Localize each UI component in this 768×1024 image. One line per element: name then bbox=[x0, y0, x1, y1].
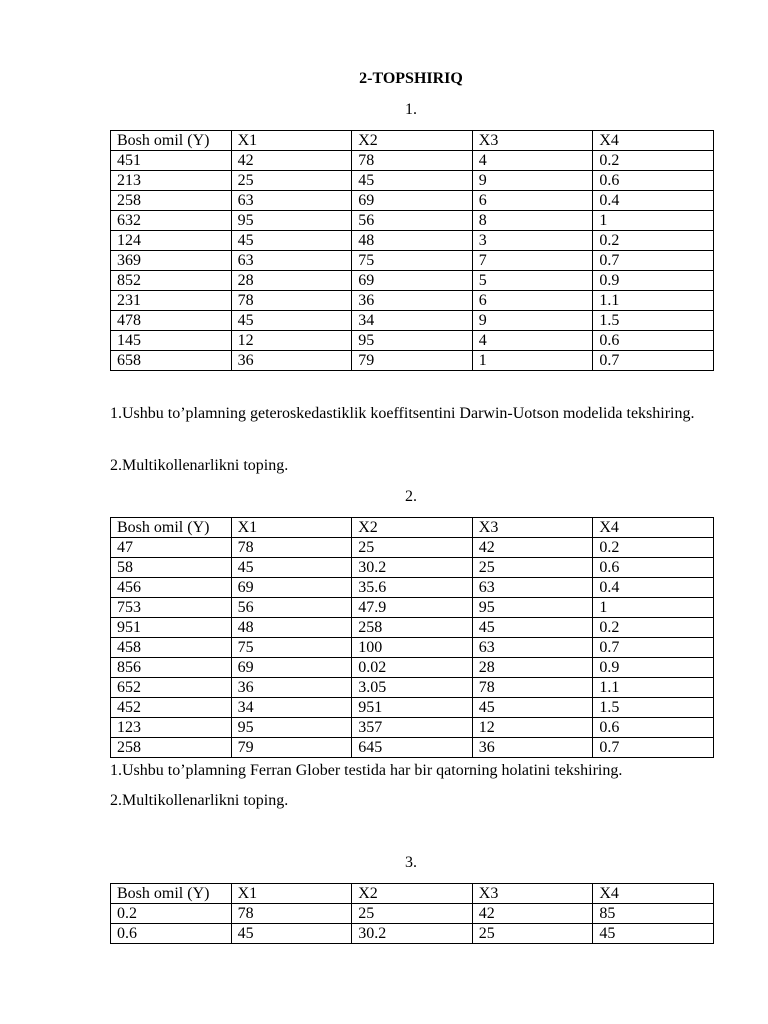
table-cell: 4 bbox=[472, 151, 593, 171]
table-cell: 56 bbox=[231, 598, 352, 618]
column-header: X4 bbox=[593, 884, 714, 904]
table-cell: 369 bbox=[111, 251, 232, 271]
section-number: 1. bbox=[405, 101, 417, 118]
table-cell: 48 bbox=[352, 231, 473, 251]
table-row bbox=[111, 578, 714, 598]
table-cell: 9 bbox=[472, 311, 593, 331]
task-text: 2.Multikollenarlikni toping. bbox=[110, 457, 289, 474]
table-cell: 258 bbox=[352, 618, 473, 638]
task-text: 2.Multikollenarlikni toping. bbox=[110, 792, 289, 809]
table-cell: 34 bbox=[352, 311, 473, 331]
table-cell: 95 bbox=[352, 331, 473, 351]
table-cell: 478 bbox=[111, 311, 232, 331]
table-header-row bbox=[111, 884, 714, 904]
table-cell: 100 bbox=[352, 638, 473, 658]
table-cell: 36 bbox=[231, 678, 352, 698]
table-row bbox=[111, 678, 714, 698]
table-cell: 78 bbox=[231, 904, 352, 924]
table-cell: 0.7 bbox=[593, 251, 714, 271]
table-cell: 45 bbox=[352, 171, 473, 191]
table-cell: 645 bbox=[352, 738, 473, 758]
table-cell: 0.7 bbox=[593, 351, 714, 371]
table-cell: 6 bbox=[472, 291, 593, 311]
column-header: Bosh omil (Y) bbox=[111, 884, 232, 904]
table-cell: 0.4 bbox=[593, 191, 714, 211]
table-row bbox=[111, 658, 714, 678]
task-text: 1.Ushbu to’plamning geteroskedastiklik koeffitsentini Darwin-Uotson modelida tekshiring. bbox=[110, 405, 695, 422]
table-cell: 0.2 bbox=[593, 618, 714, 638]
table-cell: 63 bbox=[231, 251, 352, 271]
table-cell: 1.5 bbox=[593, 311, 714, 331]
table-row bbox=[111, 251, 714, 271]
table-row bbox=[111, 171, 714, 191]
table-cell: 25 bbox=[231, 171, 352, 191]
table-cell: 25 bbox=[352, 538, 473, 558]
table-cell: 856 bbox=[111, 658, 232, 678]
table-cell: 78 bbox=[231, 538, 352, 558]
table-cell: 0.6 bbox=[593, 171, 714, 191]
table-row bbox=[111, 718, 714, 738]
table-cell: 63 bbox=[472, 638, 593, 658]
table-row bbox=[111, 291, 714, 311]
table-row bbox=[111, 738, 714, 758]
table-cell: 452 bbox=[111, 698, 232, 718]
table-cell: 0.2 bbox=[593, 538, 714, 558]
table-cell: 95 bbox=[231, 718, 352, 738]
table-row bbox=[111, 698, 714, 718]
table-cell: 1 bbox=[472, 351, 593, 371]
table-cell: 30.2 bbox=[352, 924, 473, 944]
table-cell: 95 bbox=[231, 211, 352, 231]
table-cell: 42 bbox=[472, 904, 593, 924]
table-cell: 632 bbox=[111, 211, 232, 231]
table-cell: 63 bbox=[472, 578, 593, 598]
table-cell: 12 bbox=[231, 331, 352, 351]
table-cell: 12 bbox=[472, 718, 593, 738]
table-row bbox=[111, 311, 714, 331]
table-cell: 0.9 bbox=[593, 658, 714, 678]
table-cell: 4 bbox=[472, 331, 593, 351]
table-cell: 69 bbox=[352, 191, 473, 211]
table-cell: 1 bbox=[593, 211, 714, 231]
column-header: X4 bbox=[593, 131, 714, 151]
table-cell: 0.7 bbox=[593, 738, 714, 758]
table-cell: 0.2 bbox=[593, 151, 714, 171]
table-cell: 45 bbox=[231, 311, 352, 331]
table-row bbox=[111, 331, 714, 351]
table-cell: 951 bbox=[352, 698, 473, 718]
table-cell: 45 bbox=[231, 924, 352, 944]
table-cell: 30.2 bbox=[352, 558, 473, 578]
column-header: X4 bbox=[593, 518, 714, 538]
table-cell: 69 bbox=[352, 271, 473, 291]
table-cell: 79 bbox=[352, 351, 473, 371]
table-cell: 145 bbox=[111, 331, 232, 351]
column-header: X2 bbox=[352, 518, 473, 538]
table-cell: 28 bbox=[231, 271, 352, 291]
table-row bbox=[111, 191, 714, 211]
table-cell: 47.9 bbox=[352, 598, 473, 618]
table-cell: 25 bbox=[352, 904, 473, 924]
table-cell: 456 bbox=[111, 578, 232, 598]
table-row bbox=[111, 231, 714, 251]
table-cell: 9 bbox=[472, 171, 593, 191]
table-cell: 78 bbox=[352, 151, 473, 171]
table-cell: 753 bbox=[111, 598, 232, 618]
page-title: 2-TOPSHIRIQ bbox=[359, 70, 463, 87]
table-cell: 0.9 bbox=[593, 271, 714, 291]
table-row bbox=[111, 638, 714, 658]
section-number: 2. bbox=[405, 488, 417, 505]
table-cell: 1.5 bbox=[593, 698, 714, 718]
table-cell: 0.2 bbox=[593, 231, 714, 251]
task-text: 1.Ushbu to’plamning Ferran Glober testida har bir qatorning holatini tekshiring. bbox=[110, 762, 623, 779]
table-row bbox=[111, 151, 714, 171]
table-row bbox=[111, 618, 714, 638]
table-row bbox=[111, 211, 714, 231]
table-row bbox=[111, 558, 714, 578]
table-cell: 25 bbox=[472, 558, 593, 578]
table-cell: 75 bbox=[231, 638, 352, 658]
table-cell: 458 bbox=[111, 638, 232, 658]
table-cell: 79 bbox=[231, 738, 352, 758]
table-cell: 36 bbox=[231, 351, 352, 371]
table-cell: 35.6 bbox=[352, 578, 473, 598]
data-table bbox=[110, 130, 714, 371]
column-header: Bosh omil (Y) bbox=[111, 518, 232, 538]
table-cell: 951 bbox=[111, 618, 232, 638]
column-header: X2 bbox=[352, 131, 473, 151]
column-header: X1 bbox=[231, 884, 352, 904]
table-cell: 34 bbox=[231, 698, 352, 718]
table-cell: 3.05 bbox=[352, 678, 473, 698]
table-cell: 45 bbox=[231, 558, 352, 578]
table-row bbox=[111, 271, 714, 291]
table-cell: 1 bbox=[593, 598, 714, 618]
table-cell: 56 bbox=[352, 211, 473, 231]
column-header: X2 bbox=[352, 884, 473, 904]
data-table bbox=[110, 517, 714, 758]
table-header-row bbox=[111, 131, 714, 151]
table-cell: 36 bbox=[472, 738, 593, 758]
table-cell: 258 bbox=[111, 738, 232, 758]
table-cell: 45 bbox=[472, 698, 593, 718]
table-header-row bbox=[111, 518, 714, 538]
table-cell: 0.6 bbox=[593, 331, 714, 351]
table-cell: 0.2 bbox=[111, 904, 232, 924]
section-number: 3. bbox=[405, 854, 417, 871]
table-cell: 47 bbox=[111, 538, 232, 558]
table-cell: 25 bbox=[472, 924, 593, 944]
table-cell: 69 bbox=[231, 578, 352, 598]
data-table bbox=[110, 883, 714, 944]
table-cell: 45 bbox=[472, 618, 593, 638]
table-cell: 95 bbox=[472, 598, 593, 618]
table-cell: 48 bbox=[231, 618, 352, 638]
table-cell: 213 bbox=[111, 171, 232, 191]
table-cell: 1.1 bbox=[593, 678, 714, 698]
table-cell: 69 bbox=[231, 658, 352, 678]
table-cell: 0.02 bbox=[352, 658, 473, 678]
table-cell: 0.6 bbox=[593, 558, 714, 578]
table-cell: 231 bbox=[111, 291, 232, 311]
table-cell: 3 bbox=[472, 231, 593, 251]
table-cell: 852 bbox=[111, 271, 232, 291]
column-header: X3 bbox=[472, 884, 593, 904]
table-cell: 123 bbox=[111, 718, 232, 738]
table-row bbox=[111, 538, 714, 558]
table-cell: 124 bbox=[111, 231, 232, 251]
table-cell: 658 bbox=[111, 351, 232, 371]
table-cell: 6 bbox=[472, 191, 593, 211]
column-header: X3 bbox=[472, 131, 593, 151]
table-cell: 78 bbox=[231, 291, 352, 311]
table-row bbox=[111, 598, 714, 618]
table-cell: 63 bbox=[231, 191, 352, 211]
table-cell: 0.6 bbox=[593, 718, 714, 738]
table-cell: 45 bbox=[593, 924, 714, 944]
table-cell: 0.6 bbox=[111, 924, 232, 944]
table-cell: 28 bbox=[472, 658, 593, 678]
table-cell: 7 bbox=[472, 251, 593, 271]
table-row bbox=[111, 351, 714, 371]
table-cell: 652 bbox=[111, 678, 232, 698]
table-cell: 75 bbox=[352, 251, 473, 271]
table-cell: 0.4 bbox=[593, 578, 714, 598]
table-cell: 258 bbox=[111, 191, 232, 211]
table-cell: 8 bbox=[472, 211, 593, 231]
table-cell: 36 bbox=[352, 291, 473, 311]
table-cell: 45 bbox=[231, 231, 352, 251]
column-header: X1 bbox=[231, 131, 352, 151]
table-cell: 85 bbox=[593, 904, 714, 924]
table-cell: 78 bbox=[472, 678, 593, 698]
table-row bbox=[111, 904, 714, 924]
table-cell: 5 bbox=[472, 271, 593, 291]
table-cell: 1.1 bbox=[593, 291, 714, 311]
table-cell: 0.7 bbox=[593, 638, 714, 658]
table-row bbox=[111, 924, 714, 944]
table-cell: 42 bbox=[231, 151, 352, 171]
column-header: Bosh omil (Y) bbox=[111, 131, 232, 151]
column-header: X3 bbox=[472, 518, 593, 538]
table-cell: 357 bbox=[352, 718, 473, 738]
table-cell: 451 bbox=[111, 151, 232, 171]
table-cell: 58 bbox=[111, 558, 232, 578]
table-cell: 42 bbox=[472, 538, 593, 558]
column-header: X1 bbox=[231, 518, 352, 538]
